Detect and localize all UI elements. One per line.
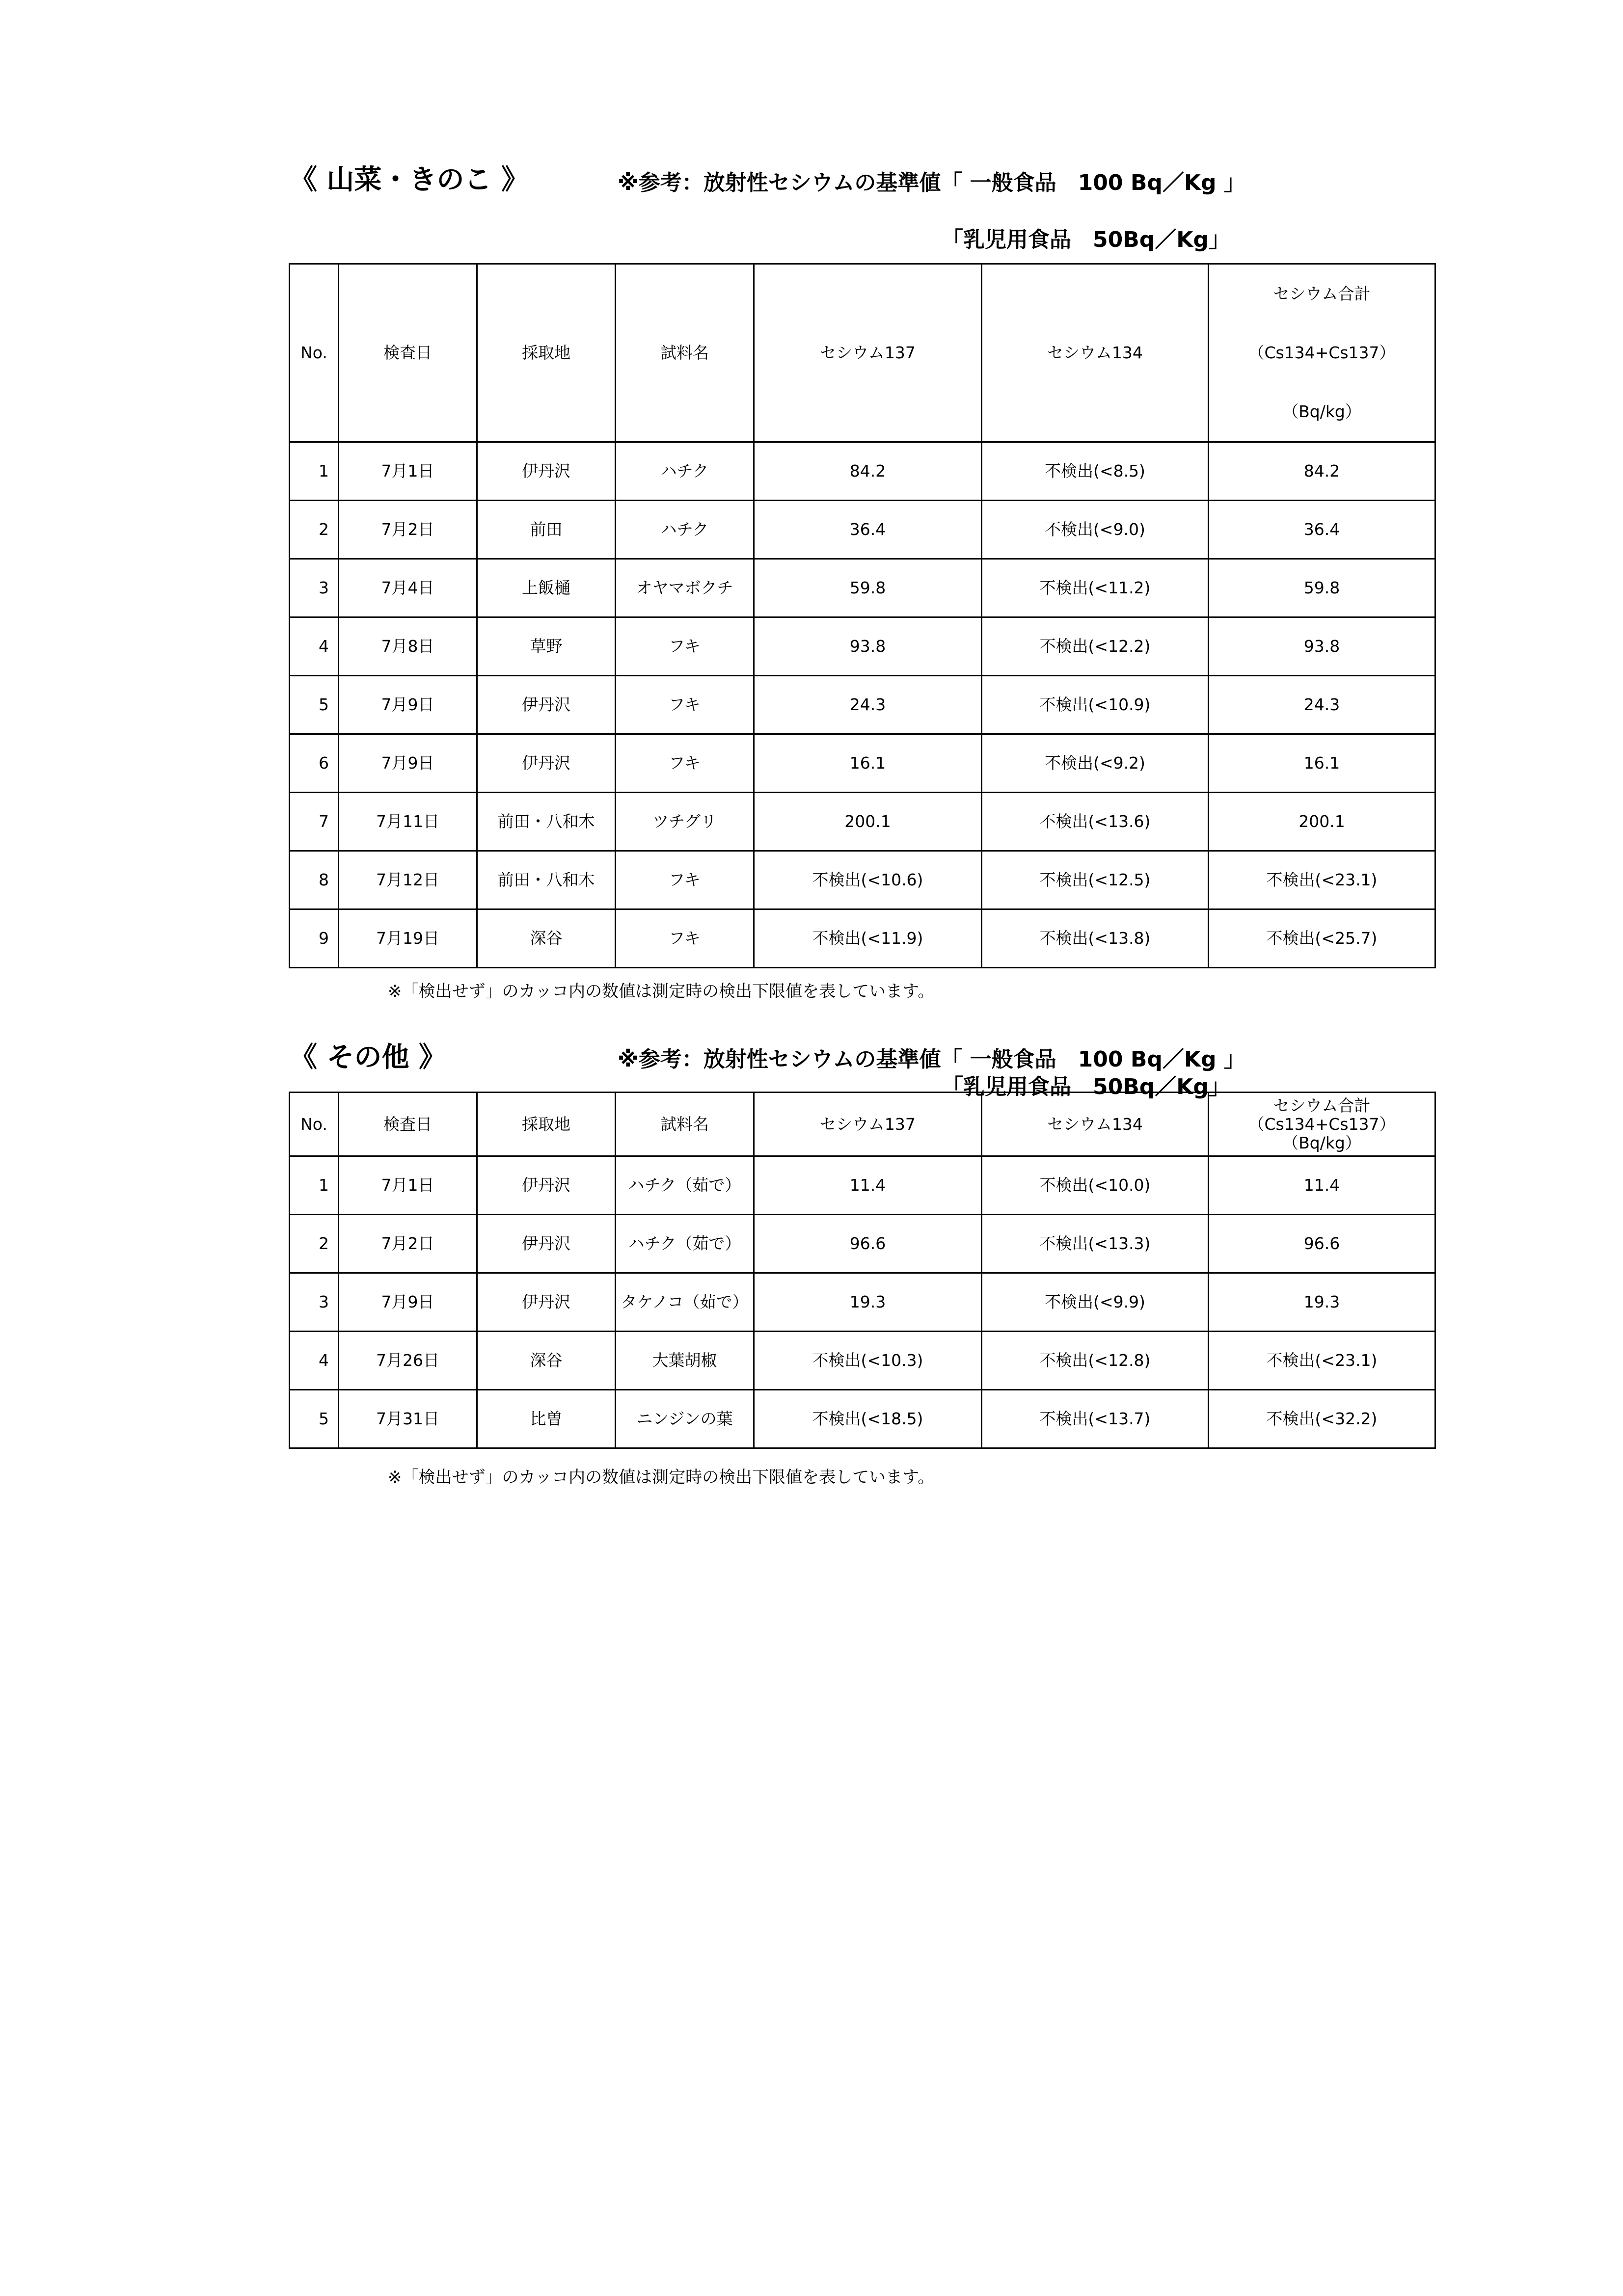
cell-sample: ツチグリ [616, 793, 754, 851]
cell-no: 9 [290, 909, 339, 968]
col-header-no: No. [290, 1093, 339, 1156]
cell-cs137: 36.4 [754, 501, 982, 559]
cell-total: 不検出(<23.1) [1209, 1332, 1435, 1390]
cell-no: 2 [290, 501, 339, 559]
cell-no: 3 [290, 1273, 339, 1332]
cell-cs137: 200.1 [754, 793, 982, 851]
col-header-no: No. [290, 264, 339, 442]
col-header-cs134: セシウム134 [982, 1093, 1209, 1156]
cell-total: 不検出(<25.7) [1209, 909, 1435, 968]
cell-date: 7月9日 [339, 676, 477, 734]
cell-date: 7月9日 [339, 1273, 477, 1332]
cell-sample: 大葉胡椒 [616, 1332, 754, 1390]
cell-date: 7月1日 [339, 1156, 477, 1215]
col-header-sample: 試料名 [616, 264, 754, 442]
total-header-line1: セシウム合計 [1273, 1095, 1371, 1115]
cell-no: 1 [290, 442, 339, 501]
cell-location: 比曽 [477, 1390, 616, 1448]
cell-cs137: 59.8 [754, 559, 982, 617]
cell-total: 11.4 [1209, 1156, 1435, 1215]
total-header-line3: （Bq/kg） [1282, 402, 1361, 421]
cell-sample: フキ [616, 676, 754, 734]
col-header-total [1209, 264, 1435, 442]
table-row [290, 1273, 1435, 1332]
cell-cs134: 不検出(<12.8) [982, 1332, 1209, 1390]
cell-cs134: 不検出(<12.5) [982, 851, 1209, 909]
reference-infant-food-2: 「乳児用食品 50Bq／Kg」 [942, 1074, 1230, 1099]
total-header-line2: （Cs134+Cs137） [1248, 343, 1396, 362]
cell-no: 7 [290, 793, 339, 851]
cell-date: 7月12日 [339, 851, 477, 909]
cell-date: 7月19日 [339, 909, 477, 968]
cell-location: 伊丹沢 [477, 1156, 616, 1215]
cell-location: 伊丹沢 [477, 1273, 616, 1332]
cell-total: 36.4 [1209, 501, 1435, 559]
cell-location: 上飯樋 [477, 559, 616, 617]
cell-date: 7月26日 [339, 1332, 477, 1390]
table-row [290, 501, 1435, 559]
cell-location: 伊丹沢 [477, 734, 616, 793]
cell-date: 7月31日 [339, 1390, 477, 1448]
col-header-cs137: セシウム137 [754, 1093, 982, 1156]
cell-date: 7月2日 [339, 1215, 477, 1273]
reference-general-food: ※参考：放射性セシウムの基準値「 一般食品 100 Bq／Kg 」 [618, 170, 1245, 195]
total-header-line1: セシウム合計 [1273, 284, 1371, 303]
table-row [290, 909, 1435, 968]
cell-cs134: 不検出(<9.2) [982, 734, 1209, 793]
cell-cs137: 93.8 [754, 617, 982, 676]
table-header-row [290, 264, 1435, 442]
cell-total: 93.8 [1209, 617, 1435, 676]
cell-sample: ハチク（茹で） [616, 1156, 754, 1215]
cell-cs134: 不検出(<13.6) [982, 793, 1209, 851]
table-row [290, 676, 1435, 734]
cell-sample: ハチク [616, 501, 754, 559]
col-header-sample: 試料名 [616, 1093, 754, 1156]
cell-sample: フキ [616, 734, 754, 793]
cell-sample: オヤマボクチ [616, 559, 754, 617]
cell-no: 4 [290, 617, 339, 676]
cell-cs134: 不検出(<10.9) [982, 676, 1209, 734]
cell-location: 深谷 [477, 909, 616, 968]
footnote-other: ※「検出せず」のカッコ内の数値は測定時の検出下限値を表しています。 [388, 1468, 935, 1487]
cell-no: 2 [290, 1215, 339, 1273]
cell-total: 59.8 [1209, 559, 1435, 617]
cell-total: 16.1 [1209, 734, 1435, 793]
table-row [290, 1332, 1435, 1390]
cell-no: 6 [290, 734, 339, 793]
cell-total: 200.1 [1209, 793, 1435, 851]
table-row [290, 559, 1435, 617]
cell-sample: ハチク [616, 442, 754, 501]
cell-sample: フキ [616, 909, 754, 968]
section-title-sansai: 《 山菜・きのこ 》 [290, 164, 529, 196]
cell-total: 不検出(<23.1) [1209, 851, 1435, 909]
col-header-cs134: セシウム134 [982, 264, 1209, 442]
cell-cs134: 不検出(<13.7) [982, 1390, 1209, 1448]
table-header-row [290, 1093, 1435, 1156]
section-title-other: 《 その他 》 [290, 1041, 446, 1073]
cell-no: 5 [290, 676, 339, 734]
total-header-line2: （Cs134+Cs137） [1248, 1114, 1396, 1134]
cell-cs137: 24.3 [754, 676, 982, 734]
cell-sample: フキ [616, 617, 754, 676]
table-row [290, 734, 1435, 793]
cell-cs134: 不検出(<8.5) [982, 442, 1209, 501]
table-row [290, 1390, 1435, 1448]
col-header-date: 検査日 [339, 264, 477, 442]
cell-no: 5 [290, 1390, 339, 1448]
cell-location: 深谷 [477, 1332, 616, 1390]
cell-location: 伊丹沢 [477, 676, 616, 734]
cell-sample: ニンジンの葉 [616, 1390, 754, 1448]
cell-cs134: 不検出(<10.0) [982, 1156, 1209, 1215]
cell-cs137: 不検出(<10.6) [754, 851, 982, 909]
cell-cs134: 不検出(<13.3) [982, 1215, 1209, 1273]
total-header-line3: （Bq/kg） [1282, 1133, 1361, 1152]
col-header-cs137: セシウム137 [754, 264, 982, 442]
cell-no: 4 [290, 1332, 339, 1390]
cell-location: 伊丹沢 [477, 442, 616, 501]
cell-total: 96.6 [1209, 1215, 1435, 1273]
table-row [290, 442, 1435, 501]
cell-sample: フキ [616, 851, 754, 909]
cell-location: 前田 [477, 501, 616, 559]
results-table-sansai [289, 263, 1436, 968]
cell-cs137: 不検出(<10.3) [754, 1332, 982, 1390]
col-header-location: 採取地 [477, 264, 616, 442]
cell-date: 7月8日 [339, 617, 477, 676]
table-row [290, 851, 1435, 909]
cell-sample: タケノコ（茹で） [616, 1273, 754, 1332]
cell-total: 24.3 [1209, 676, 1435, 734]
cell-no: 3 [290, 559, 339, 617]
cell-sample: ハチク（茹で） [616, 1215, 754, 1273]
cell-total: 84.2 [1209, 442, 1435, 501]
cell-cs137: 不検出(<11.9) [754, 909, 982, 968]
cell-location: 前田・八和木 [477, 851, 616, 909]
cell-location: 草野 [477, 617, 616, 676]
cell-date: 7月1日 [339, 442, 477, 501]
cell-cs134: 不検出(<11.2) [982, 559, 1209, 617]
cell-location: 前田・八和木 [477, 793, 616, 851]
reference-infant-food: 「乳児用食品 50Bq／Kg」 [942, 227, 1230, 252]
col-header-total [1209, 1093, 1435, 1156]
cell-cs134: 不検出(<9.0) [982, 501, 1209, 559]
cell-cs134: 不検出(<12.2) [982, 617, 1209, 676]
cell-date: 7月9日 [339, 734, 477, 793]
cell-date: 7月11日 [339, 793, 477, 851]
cell-no: 8 [290, 851, 339, 909]
cell-location: 伊丹沢 [477, 1215, 616, 1273]
cell-date: 7月2日 [339, 501, 477, 559]
cell-cs137: 11.4 [754, 1156, 982, 1215]
cell-cs137: 84.2 [754, 442, 982, 501]
cell-no: 1 [290, 1156, 339, 1215]
cell-cs134: 不検出(<13.8) [982, 909, 1209, 968]
table-row [290, 1215, 1435, 1273]
results-table-other [289, 1092, 1436, 1449]
cell-cs137: 不検出(<18.5) [754, 1390, 982, 1448]
table-row [290, 1156, 1435, 1215]
footnote-sansai: ※「検出せず」のカッコ内の数値は測定時の検出下限値を表しています。 [388, 982, 935, 1001]
cell-cs137: 19.3 [754, 1273, 982, 1332]
cell-total: 19.3 [1209, 1273, 1435, 1332]
col-header-location: 採取地 [477, 1093, 616, 1156]
cell-cs137: 96.6 [754, 1215, 982, 1273]
col-header-date: 検査日 [339, 1093, 477, 1156]
table-row [290, 793, 1435, 851]
cell-date: 7月4日 [339, 559, 477, 617]
cell-cs137: 16.1 [754, 734, 982, 793]
cell-total: 不検出(<32.2) [1209, 1390, 1435, 1448]
cell-cs134: 不検出(<9.9) [982, 1273, 1209, 1332]
table-row [290, 617, 1435, 676]
reference-general-food-2: ※参考：放射性セシウムの基準値「 一般食品 100 Bq／Kg 」 [618, 1047, 1245, 1072]
